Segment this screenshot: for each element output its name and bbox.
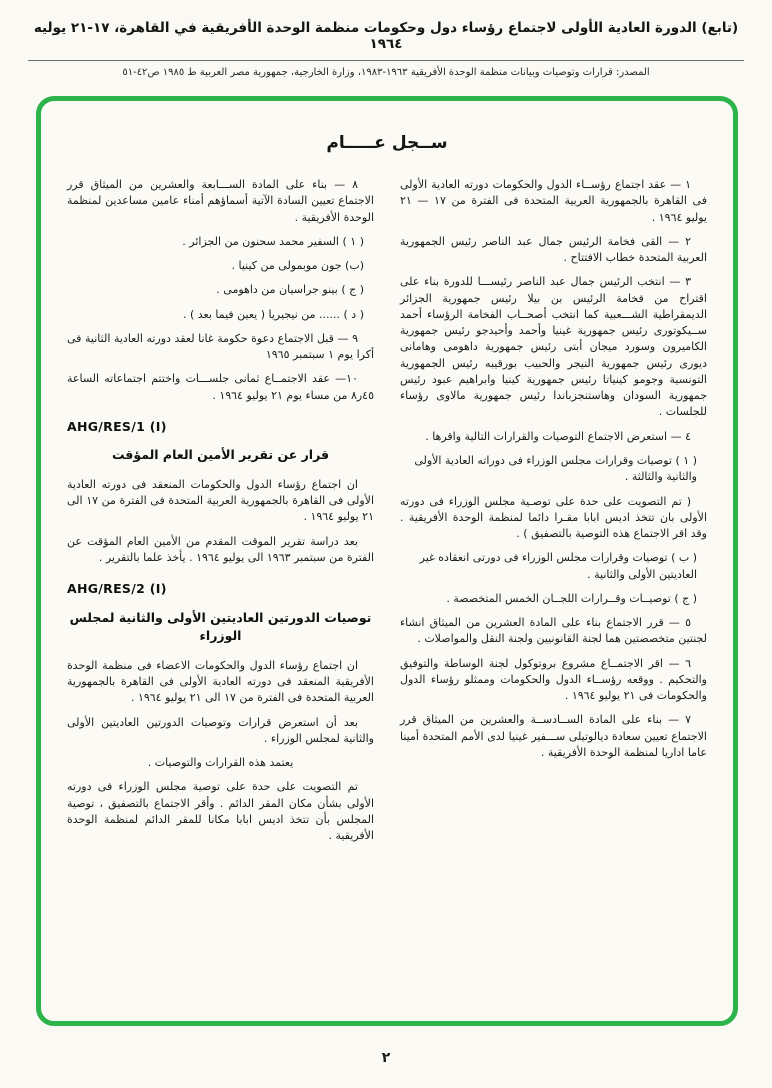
paragraph: ان اجتماع رؤساء الدول والحكومات الاعضاء فى منظمة الوحدة الأفريقية المنعقد فى دورته العادية الأولى فى القاهرة بالجمهورية العربية المتحدة فى الفترة من ١٧ الى ٢١ يوليو ١٩٦٤ . [67,658,374,705]
paragraph: يعتمد هذه القرارات والتوصيات . [147,756,294,770]
paragraph: ٧ — بناء على المادة الســادســة والعشرين من الميثاق قرر الاجتماع تعيين سعادة ديالوتيلى ســـفير غينيا لدى الأمم المتحدة أمينا عاما اداريا لمنظمة الوحدة الأفريقية . [400,713,707,759]
paragraph: ( تم التصويت على حدة على توصـية مجلس الوزراء فى دورته الأولى بان تتخذ اديس ابابا مقـرا دائما لمنظمة الوحدة الأفريقية . وقد اقر الاجتماع هذه التوصية بالتصفيق ) . [400,494,707,541]
document-header [28,20,744,78]
list-item: ( ١ ) السفير محمد سحنون من الجزائر . [182,234,364,248]
header-title: (تابع) الدورة العادية الأولى لاجتماع رؤساء دول وحكومات منظمة الوحدة الأفريقية في القاهرة، ١٧-٢١ يوليه ١٩٦٤ [28,20,744,61]
list-item: ( د ) ...... من نيجيريا ( يعين فيما بعد ) . [182,307,364,321]
paragraph: ٨ — بناء على المادة الســـابعة والعشرين من الميثاق قرر الاجتماع تعيين السادة الآتية أسماؤهم أمناء عامين مساعدين لمنظمة الوحدة الأفريقية . [67,178,374,224]
left-column [67,177,374,852]
paragraph: ١٠— عقد الاجتمــاع ثمانى جلســـات واختتم اجتماعاته الساعة ٤٥ر٨ من مساء يوم ٢١ يوليو ١٩٦٤ . [67,372,374,402]
list-item: ( ب ) توصيات وقرارات مجلس الوزراء فى دورتى انعقاده غير العاديتين الأولى والثانية . [419,551,697,581]
paragraph: بعد أن استعرض قرارات وتوصيات الدورتين العاديتين الأولى والثانية لمجلس الوزراء . [67,715,374,745]
page-title: ســجل عـــــام [326,133,448,153]
list-item: (ب) جون موبمولى من كينيا . [231,259,364,273]
paragraph: ٤ — استعرض الاجتماع التوصيات والقرارات التالية واقرها . [425,429,691,443]
paragraph: ٦ — اقر الاجتمــاع مشروع بروتوكول لجنة الوساطة والتوفيق والتحكيم . ووقعه رؤســاء الدول والحكومات وممثلو رؤساء الدول والحكومات فى ٢١ يوليو ١٩٦٤ . [400,656,707,703]
list-item: ( ١ ) توصيات وقرارات مجلس الوزراء فى دوراته العادية الأولى والثانية والثالثة . [414,453,697,484]
paragraph: تم التصويت على حدة على توصية مجلس الوزراء فى دورته الأولى بشأن مكان المقر الدائم . وأقر الاجتماع بالتصفيق ، توصية المجلس بأن تتخذ اديس ابابا مكانا للمقر الدائم لمنظمة الوحدة الأفريقية . [67,780,374,843]
list-item: ( ج ) توصيــات وقــرارات اللجــان الخمس المتخصصة . [446,591,697,605]
green-frame [36,96,738,1026]
resolution-code: AHG/RES/1 (I) [67,418,167,434]
resolution-title: توصيات الدورتين العاديتين الأولى والثانية لمجلس الوزراء [69,609,372,644]
paragraph: ٢ — القى فخامة الرئيس جمال عبد الناصر رئيس الجمهورية العربية المتحدة خطاب الافتتاح . [400,234,707,265]
paragraph: بعد دراسة تقرير الموقت المقدم من الأمين العام المؤقت عن الفترة من سبتمبر ١٩٦٣ الى يوليو ١٩٦٤ . يأخذ علما بالتقرير . [67,534,374,564]
list-item: ( ج ) بينو جراسيان من داهومى . [216,283,364,297]
right-column [400,177,707,852]
columns [67,177,707,852]
resolution-title: قرار عن تقرير الأمين العام المؤقت [111,447,330,463]
paragraph: ٥ — قرر الاجتماع بناء على المادة العشرين من الميثاق انشاء لجنتين متخصصتين هما لجنة القانونيين ولجنة النقل والمواصلات . [400,616,707,646]
paragraph: ١ — عقد اجتماع رؤســاء الدول والحكومات دورته العادية الأولى فى القاهرة بالجمهورية العربية المتحدة فى الفترة من ١٧ — ٢١ يوليو ١٩٦٤ . [400,178,707,224]
page-number: ٢ [381,1050,391,1066]
header-source: المصدر: قرارات وتوصيات وبيانات منظمة الوحدة الأفريقية ١٩٦٣-١٩٨٣، وزارة الخارجية، جمهورية مصر العربية ط ١٩٨٥ ص٤٢-٥١ [122,67,650,78]
paragraph: ان اجتماع رؤساء الدول والحكومات المنعقد فى دورته العادية الأولى فى القاهرة بالجمهورية العربية المتحدة فى الفترة من ١٧ الى ٢١ يوليو ١٩٦٤ . [67,477,374,524]
paragraph: ٣ — انتخب الرئيس جمال عبد الناصر رئيســـا للدورة بناء على اقتراح من فخامة الرئيس بن بيلا رئيس جمهورية الجزائر الديمقراطية الشـــعبية كما انتخب أصحــاب الفخامة الرؤساء أحمد ســيكوتورى رئيس جمهورية غينيا وأحمد وأحيدجو رئيس جمهورية الكاميرون وسورد ميجان أبتى رئيس جمهورية داهومى وهامانى ديورى رئيس جمهورية النيجر والحبيب بورقيبه رئيس الجمهورية التونسية وجومو كينياتا رئيس جمهورية كينيا وابراهيم عبود رئيس جمهورية السودان وهاستنجزباندا رئيس جمهورية مالاوى رؤساء للجلسات . [400,275,707,419]
paragraph: ٩ — قبل الاجتماع دعوة حكومة غانا لعقد دورته العادية الثانية فى أكرا يوم ١ سبتمبر ١٩٦٥ [67,331,374,362]
resolution-code: AHG/RES/2 (I) [67,581,167,597]
